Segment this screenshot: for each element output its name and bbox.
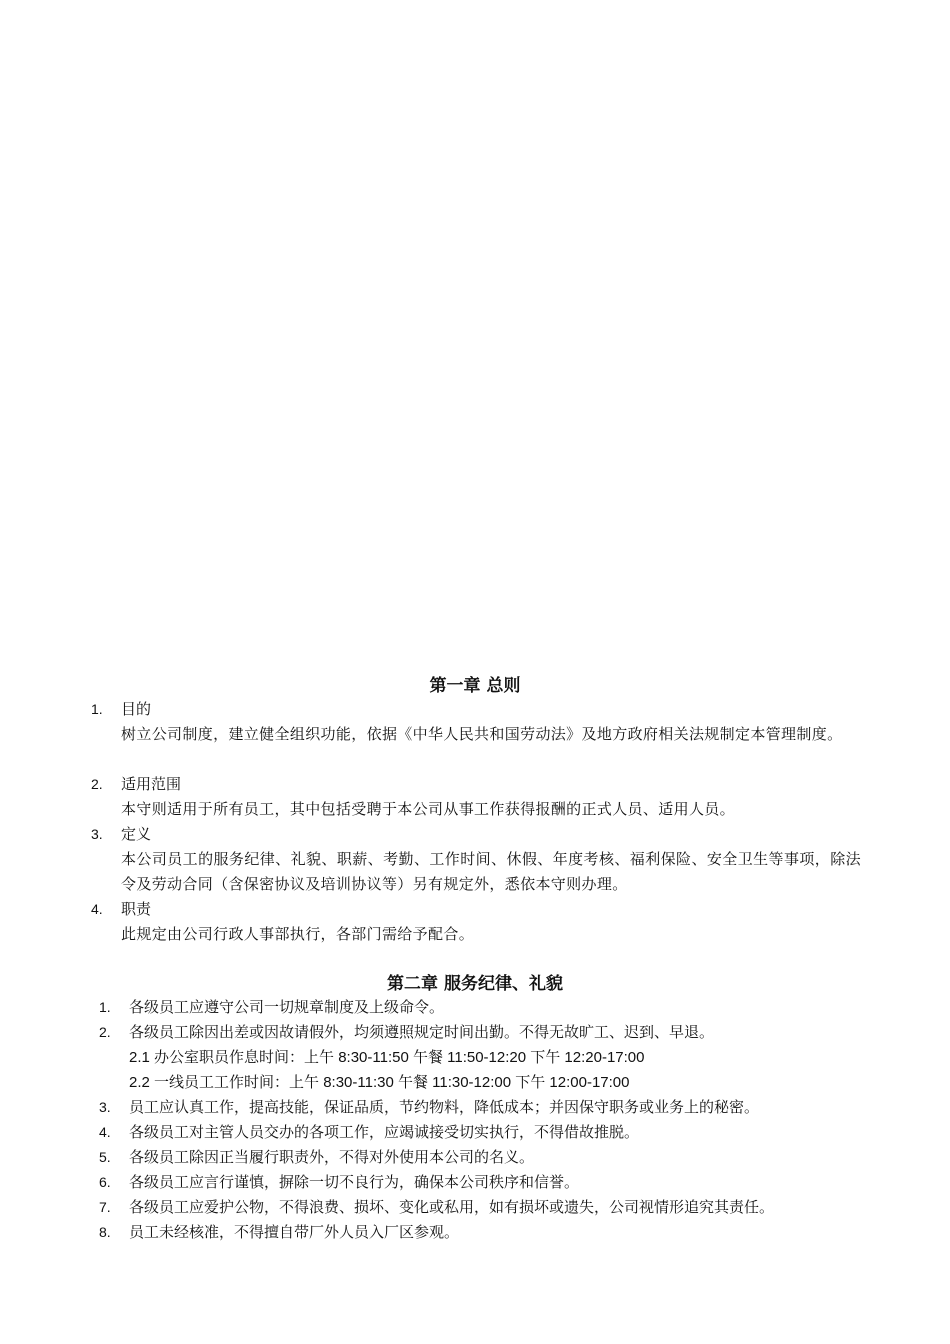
chapter-2-title: 第二章 服务纪律、礼貌 <box>387 974 563 994</box>
chapter-1-item-3-number: 3. <box>91 826 103 842</box>
chapter-1-item-2-number: 2. <box>91 776 103 792</box>
chapter-2-item-4-text: 各级员工对主管人员交办的各项工作，应竭诚接受切实执行，不得借故推脱。 <box>129 1123 640 1141</box>
chapter-1-item-4-heading: 职责 <box>121 900 152 918</box>
chapter-1-item-4-number: 4. <box>91 901 103 917</box>
chapter-2-item-3-number: 3. <box>99 1099 111 1115</box>
chapter-1-item-1-body: 树立公司制度，建立健全组织功能，依据《中华人民共和国劳动法》及地方政府相关法规制定本管理制度。 <box>121 725 843 743</box>
chapter-2-item-8-number: 8. <box>99 1224 111 1240</box>
chapter-1-title: 第一章 总则 <box>429 676 521 696</box>
chapter-2-subitem-2-1: 2.1 办公室职员作息时间：上午 8:30-11:50 午餐 11:50-12:20 下午 12:20-17:00 <box>129 1049 645 1066</box>
chapter-2-item-2-number: 2. <box>99 1024 111 1040</box>
chapter-1-item-2-body: 本守则适用于所有员工，其中包括受聘于本公司从事工作获得报酬的正式人员、适用人员。 <box>121 800 736 818</box>
chapter-1-item-1-number: 1. <box>91 701 103 717</box>
chapter-2-item-1-number: 1. <box>99 999 111 1015</box>
chapter-2-item-7-number: 7. <box>99 1199 111 1215</box>
chapter-1-item-2-heading: 适用范围 <box>121 775 182 793</box>
chapter-2-item-4-number: 4. <box>99 1124 111 1140</box>
chapter-2-subitem-2-2: 2.2 一线员工工作时间：上午 8:30-11:30 午餐 11:30-12:00 下午 12:00-17:00 <box>129 1074 630 1091</box>
chapter-1-item-3-body: 本公司员工的服务纪律、礼貌、职薪、考勤、工作时间、休假、年度考核、福利保险、安全卫生等事项，除法令及劳动合同（含保密协议及培训协议等）另有规定外，悉依本守则办理。 <box>121 850 861 893</box>
chapter-2-item-8-text: 员工未经核准，不得擅自带厂外人员入厂区参观。 <box>129 1223 460 1241</box>
chapter-2-item-7-text: 各级员工应爱护公物，不得浪费、损坏、变化或私用，如有损坏或遗失，公司视情形追究其责任。 <box>129 1198 775 1216</box>
chapter-2-item-2-text: 各级员工除因出差或因故请假外，均须遵照规定时间出勤。不得无故旷工、迟到、早退。 <box>129 1023 715 1041</box>
chapter-2-item-6-text: 各级员工应言行谨慎，摒除一切不良行为，确保本公司秩序和信誉。 <box>129 1173 580 1191</box>
chapter-1-item-1-heading: 目的 <box>121 700 152 718</box>
chapter-2-item-5-text: 各级员工除因正当履行职责外，不得对外使用本公司的名义。 <box>129 1148 535 1166</box>
chapter-2-item-5-number: 5. <box>99 1149 111 1165</box>
chapter-1-item-3-heading: 定义 <box>121 825 152 843</box>
chapter-2-item-1-text: 各级员工应遵守公司一切规章制度及上级命令。 <box>129 998 445 1016</box>
chapter-1-item-4-body: 此规定由公司行政人事部执行，各部门需给予配合。 <box>121 925 475 943</box>
chapter-2-item-6-number: 6. <box>99 1174 111 1190</box>
chapter-2-item-3-text: 员工应认真工作，提高技能，保证品质，节约物料，降低成本；并因保守职务或业务上的秘密。 <box>129 1098 760 1116</box>
